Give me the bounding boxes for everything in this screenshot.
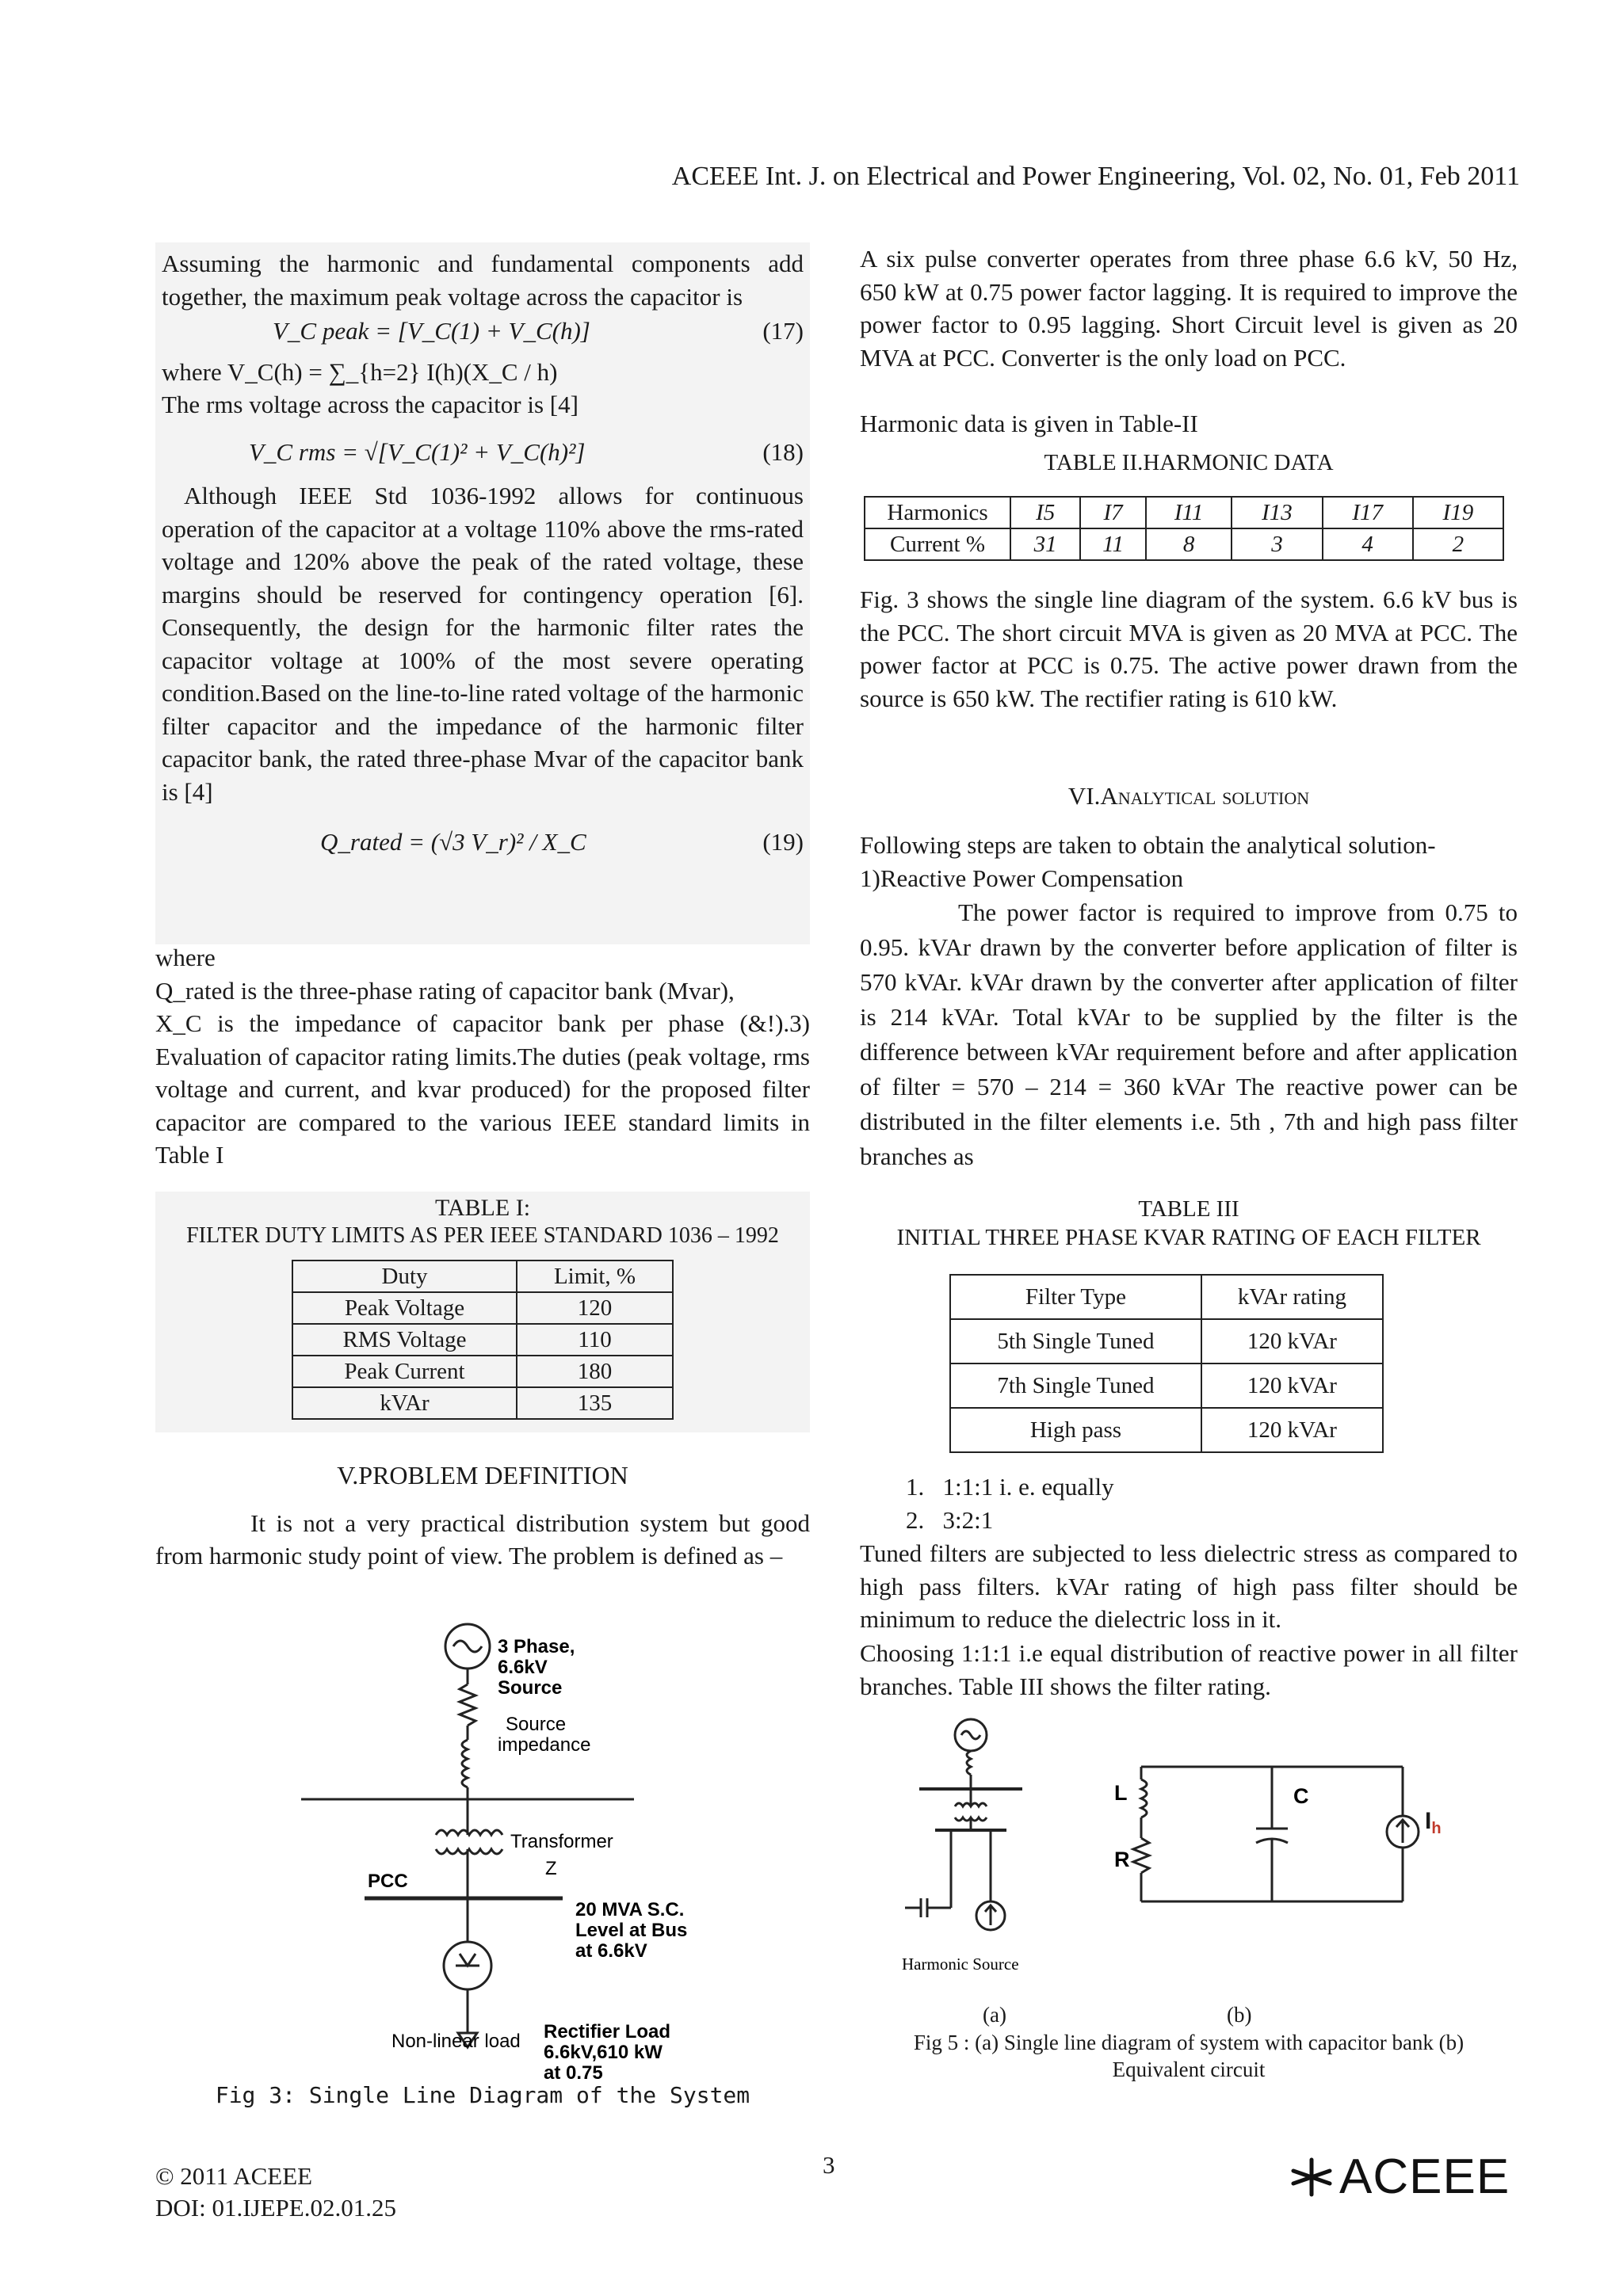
equation-17: V_C peak = [V_C(1) + V_C(h)] (17) (273, 317, 804, 345)
fig5-harmonic-source-label: Harmonic Source (902, 1955, 1019, 1974)
table2-cell: Current % (865, 528, 1010, 560)
fig3-label: impedance (498, 1734, 591, 1756)
six-pulse-paragraph: A six pulse converter operates from three phase 6.6 kV, 50 Hz, 650 kW at 0.75 power factor lagging. It is required to improve the power factor to 0.95 lagging. Short Circuit level is given as 20 MVA at PCC. Converter is the only load on PCC. (860, 245, 1518, 372)
copyright: © 2011 ACEEE (155, 2162, 313, 2190)
table2-title: TABLE II.HARMONIC DATA (1044, 450, 1334, 475)
scanned-formula-block (155, 242, 810, 944)
fig3-caption: Fig 3: Single Line Diagram of the System (215, 2082, 750, 2108)
fig5-subfig-b: (b) (1227, 2003, 1252, 2027)
fig3-label: Rectifier Load (544, 2021, 671, 2042)
fig3-label: Source (506, 1714, 567, 1735)
choose-paragraph: Choosing 1:1:1 i.e equal distribution of reactive power in all filter branches. Table III shows the filter rating. (860, 1639, 1518, 1700)
table1-cell: 110 (517, 1324, 673, 1356)
fig3-label: 3 Phase, (498, 1636, 575, 1657)
step1-heading: 1)Reactive Power Compensation (860, 864, 1184, 892)
table1-cell: Peak Voltage (292, 1292, 517, 1324)
table1-cell: 135 (517, 1387, 673, 1419)
ratio-list (860, 1470, 1518, 1536)
table2-cell: 3 (1232, 528, 1322, 560)
list-item: 1. 1:1:1 i. e. equally (906, 1473, 1114, 1501)
fig5-inductor-label: L (1114, 1781, 1128, 1805)
problem-paragraph: It is not a very practical distribution system but good from harmonic study point of view. The problem is defined as – (155, 1508, 810, 1569)
table1-cell: kVAr (292, 1387, 517, 1419)
fig5-resistor-label: R (1114, 1848, 1130, 1871)
table3-cell: 120 kVAr (1201, 1408, 1383, 1452)
steps-intro: Following steps are taken to obtain the analytical solution- (860, 831, 1436, 859)
table1 (292, 1260, 674, 1420)
table3-cell: 120 kVAr (1201, 1319, 1383, 1363)
q-rated-definition: Q_rated is the three-phase rating of capacitor bank (Mvar), (155, 976, 735, 1005)
page-number: 3 (823, 2151, 835, 2179)
harmonic-data-line: Harmonic data is given in Table-II (860, 410, 1198, 437)
fig5-capacitor-label: C (1293, 1784, 1309, 1808)
fig3-label: Source (498, 1677, 563, 1699)
fig3-label: Level at Bus (575, 1920, 688, 1941)
table1-subtitle: FILTER DUTY LIMITS AS PER IEEE STANDARD 1036 – 1992 (186, 1223, 779, 1248)
table2-header: I5 (1010, 497, 1080, 528)
fig3-label: at 6.6kV (575, 1940, 647, 1962)
rms-paragraph: The rms voltage across the capacitor is [4] (162, 391, 579, 418)
star-logo-icon (1284, 2153, 1339, 2201)
table3-cell: 7th Single Tuned (950, 1363, 1201, 1408)
table2-cell: 8 (1146, 528, 1232, 560)
table1-cell: 120 (517, 1292, 673, 1324)
table2-header: I13 (1232, 497, 1322, 528)
section-v-title: V.PROBLEM DEFINITION (337, 1461, 628, 1489)
table2-header: I7 (1080, 497, 1146, 528)
section-vi-title: VI.Analytical solution (1067, 782, 1310, 810)
table3-subtitle: INITIAL THREE PHASE KVAR RATING OF EACH FILTER (896, 1225, 1481, 1250)
running-head: ACEEE Int. J. on Electrical and Power Engineering, Vol. 02, No. 01, Feb 2011 (671, 162, 1520, 191)
table3-header: kVAr rating (1201, 1275, 1383, 1319)
table2-header: I11 (1146, 497, 1232, 528)
table2-header: I17 (1323, 497, 1413, 528)
tuned-paragraph: Tuned filters are subjected to less dielectric stress as compared to high pass filters. kVAr rating of high pass filter should be minimum to reduce the dielectric loss in it. (860, 1539, 1518, 1633)
doi: DOI: 01.IJEPE.02.01.25 (155, 2194, 396, 2222)
table3 (949, 1274, 1384, 1453)
list-item: 2. 3:2:1 (906, 1505, 994, 1534)
where-vc-line: where V_C(h) = ∑_{h=2} I(h)(X_C / h) (162, 357, 558, 386)
equation-19: Q_rated = (√3 V_r)² / X_C (19) (320, 828, 804, 856)
fig3-label: 20 MVA S.C. (575, 1899, 685, 1920)
fig3-label: Z (545, 1858, 557, 1879)
table3-title: TABLE III (1138, 1196, 1239, 1222)
fig3-label: PCC (368, 1871, 408, 1892)
fig3-label: Transformer (510, 1831, 613, 1852)
table3-header: Filter Type (950, 1275, 1201, 1319)
xc-definition: X_C is the impedance of capacitor bank per phase (&!).3) Evaluation of capacitor rating limits.The duties (peak voltage, rms voltage and current, and kvar produced) for the proposed filter capacitor are compared to the various IEEE standard limits in Table I (155, 1009, 810, 1169)
table2-cell: 4 (1323, 528, 1413, 560)
ieee-paragraph: Although IEEE Std 1036-1992 allows for continuous operation of the capacitor at a voltage 110% above the rms-rated voltage and 120% above the peak of the rated voltage, these margins should be reserved for contingency operation [6]. Consequently, the design for the harmonic filter rates the capacitor voltage at 100% of the most severe operating condition.Based on the line-to-line rated voltage of the harmonic filter capacitor and the impedance of the harmonic filter capacitor bank, the rated three-phase Mvar of the capacitor bank is [4] (162, 482, 804, 806)
where-label: where (155, 944, 216, 971)
fig5-caption: Fig 5 : (a) Single line diagram of system with capacitor bank (b) (913, 2031, 1465, 2054)
equation-18: V_C rms = √[V_C(1)² + V_C(h)²] (18) (249, 437, 804, 466)
table1-cell: RMS Voltage (292, 1324, 517, 1356)
fig5-caption-line2: Equivalent circuit (1112, 2058, 1266, 2081)
fig3-single-line-diagram (301, 1621, 745, 2112)
table1-cell: Peak Current (292, 1356, 517, 1387)
table1-block (155, 1192, 810, 1432)
aceee-logo (1284, 2149, 1510, 2205)
table3-cell: 5th Single Tuned (950, 1319, 1201, 1363)
logo-text: ACEEE (1339, 2149, 1510, 2204)
table2-header: I19 (1413, 497, 1503, 528)
section-v (155, 1459, 810, 1573)
table3-cell: High pass (950, 1408, 1201, 1452)
table1-header: Duty (292, 1261, 517, 1292)
fig3-label: 6.6kV,610 kW (544, 2042, 663, 2063)
table2-cell: 2 (1413, 528, 1503, 560)
table2-cell: 11 (1080, 528, 1146, 560)
fig5-diagram (896, 1711, 1522, 1981)
fig5-subfig-a: (a) (983, 2003, 1006, 2027)
table2-header: Harmonics (865, 497, 1010, 528)
table2-cell: 31 (1010, 528, 1080, 560)
table1-header: Limit, % (517, 1261, 673, 1292)
pf-paragraph: The power factor is required to improve from 0.75 to 0.95. kVAr drawn by the converter before application of filter is 570 kVAr. kVAr drawn by the converter after application of filter is 214 kVAr. Total kVAr to be supplied by the filter is the difference between kVAr requirement before and after application of filter = 570 – 214 = 360 kVAr The reactive power can be distributed in the filter elements i.e. 5th , 7th and high pass filter branches as (860, 898, 1518, 1170)
definitions-block (155, 941, 810, 1172)
fig3-label: Non-linear load (391, 2031, 521, 2052)
fig3-label: at 0.75 (544, 2062, 603, 2084)
table2 (864, 496, 1504, 561)
fig3-label: 6.6kV (498, 1657, 548, 1678)
table3-cell: 120 kVAr (1201, 1363, 1383, 1408)
fig5-current-label: $I_h$ (1425, 1808, 1442, 1837)
fig3-description: Fig. 3 shows the single line diagram of the system. 6.6 kV bus is the PCC. The short circuit MVA is given as 20 MVA at PCC. The power factor at PCC is 0.75. The active power drawn from the source is 650 kW. The rectifier rating is 610 kW. (860, 585, 1518, 712)
table1-title: TABLE I: (434, 1195, 531, 1221)
table1-cell: 180 (517, 1356, 673, 1387)
assume-paragraph: Assuming the harmonic and fundamental components add together, the maximum peak voltage across the capacitor is (162, 250, 804, 311)
